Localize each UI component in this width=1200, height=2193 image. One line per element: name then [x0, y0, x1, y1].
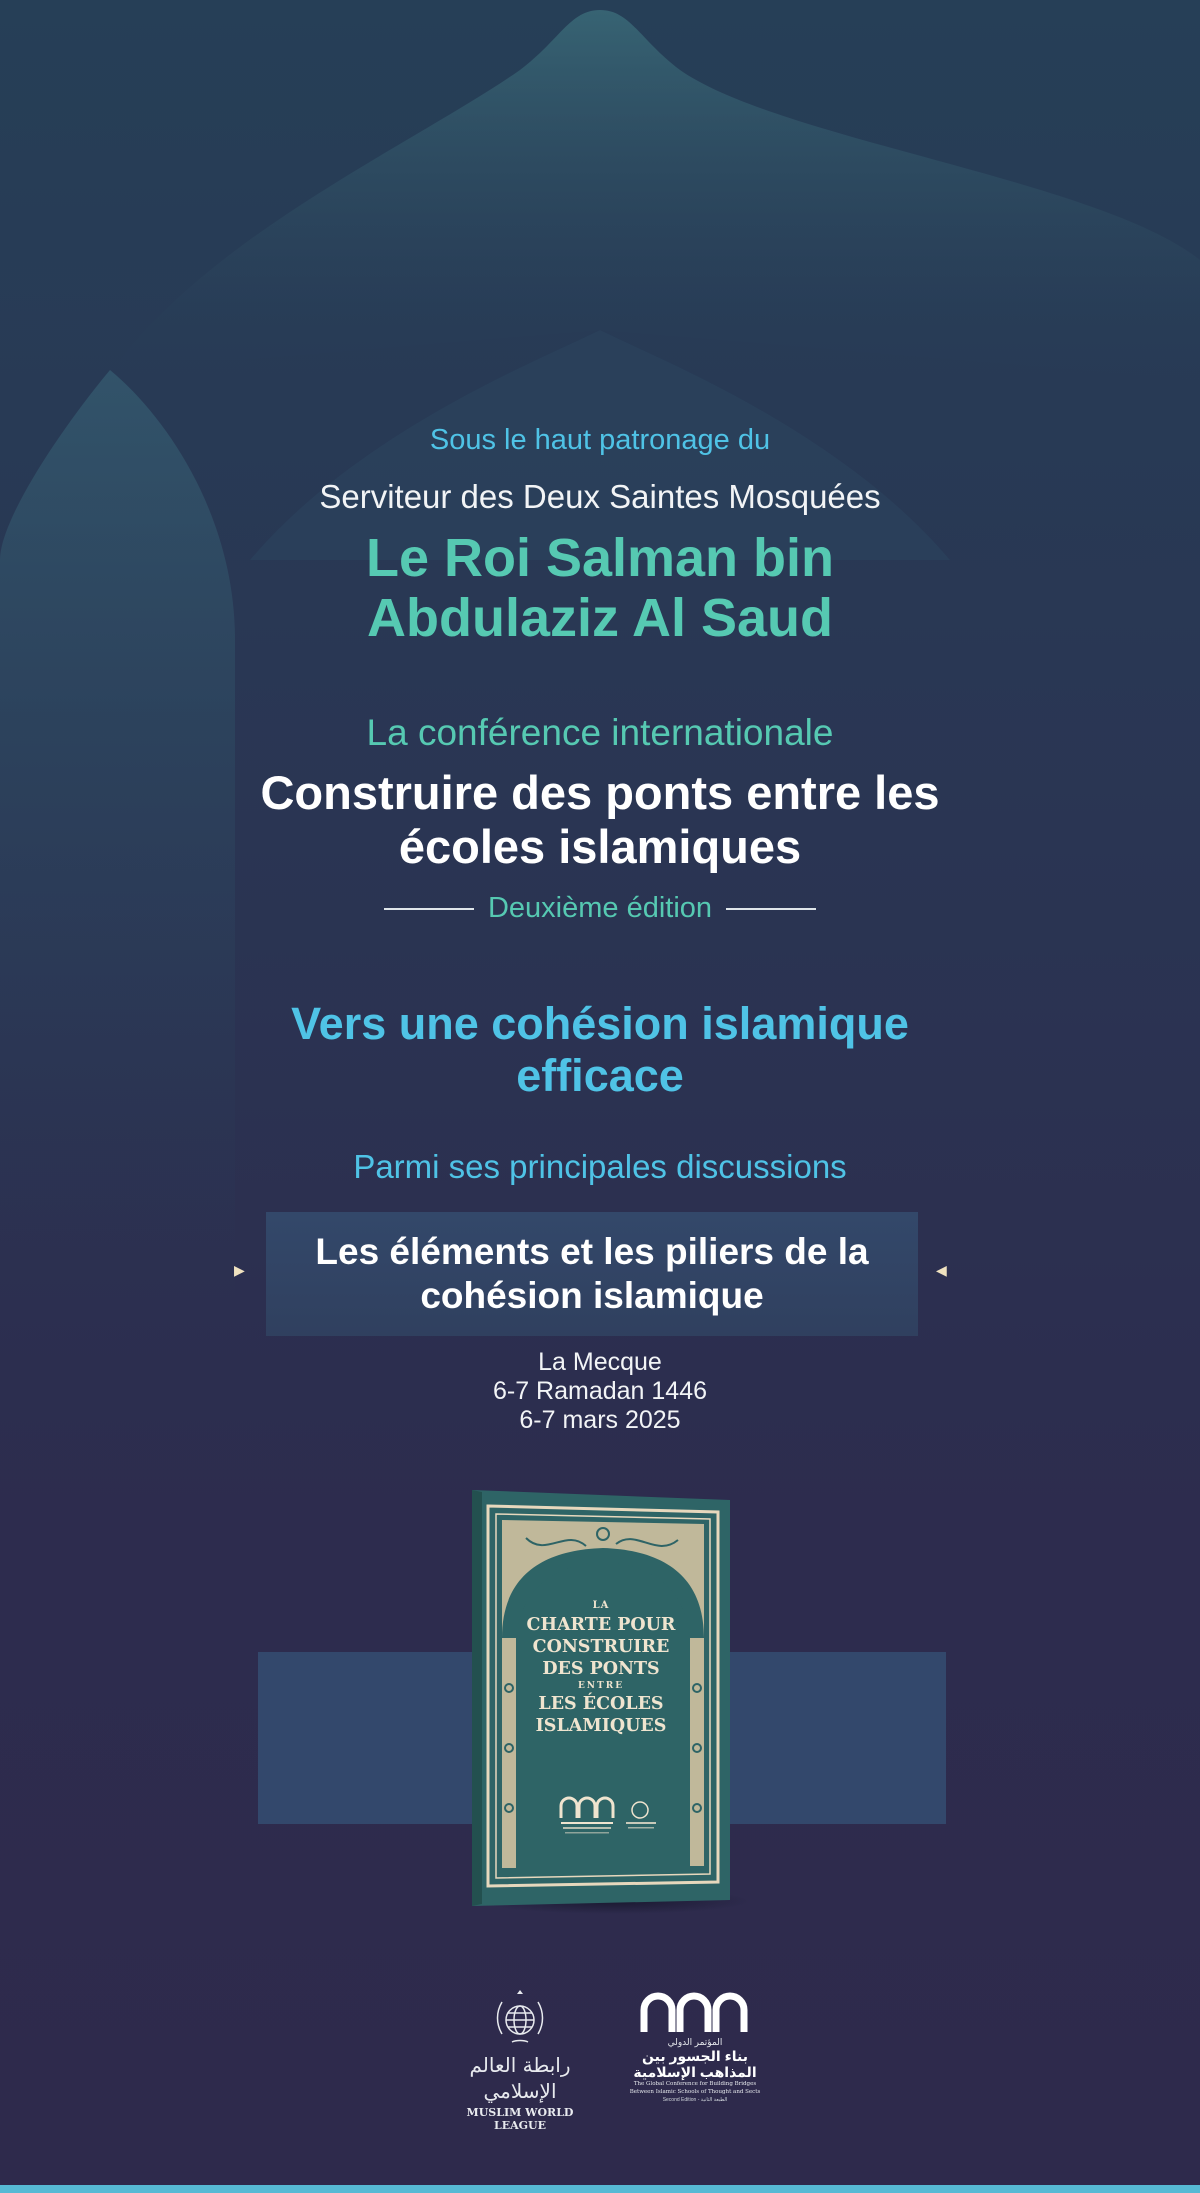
conference-logo [620, 1990, 770, 2110]
conference-arabic-line-2: المذاهب الإسلامية [633, 2064, 757, 2080]
conference-label: La conférence internationale [366, 712, 834, 753]
conference-english-line-2: Between Islamic Schools of Thought and Sects [629, 2089, 761, 2095]
conference-edition-label: Second Edition - الطبعة الثانية [662, 2097, 728, 2103]
discussion-topic-line-1: Les éléments et les piliers de la [315, 1231, 869, 1272]
conference-arabic-small: المؤتمر الدولي [667, 2037, 723, 2047]
edition-text: Deuxième édition [487, 892, 713, 924]
divider-left [384, 908, 474, 910]
arrow-right-icon: ▶ [234, 1262, 245, 1278]
event-gregorian-date: 6-7 mars 2025 [519, 1406, 681, 1434]
event-place: La Mecque [538, 1348, 662, 1376]
discussion-topic [315, 1230, 868, 1318]
edition-label [0, 892, 1200, 925]
book-title-line-4: LES ÉCOLES [538, 1694, 664, 1714]
conference-english-line-1: The Global Conference for Building Bridges [633, 2081, 757, 2087]
book-title-line-3: DES PONTS [542, 1659, 660, 1679]
event-details [0, 1348, 1200, 1435]
partner-logos [0, 1990, 1200, 2132]
discussions-label: Parmi ses principales discussions [353, 1148, 847, 1185]
arrow-left-icon: ◀ [936, 1262, 947, 1278]
book-title-line-5: ISLAMIQUES [535, 1716, 667, 1736]
charter-book [466, 1488, 736, 1908]
patronage-text: Sous le haut patronage du [429, 424, 771, 456]
mwl-arabic-name: رابطة العالم الإسلامي [469, 2053, 571, 2103]
conference-title-line-1: Construire des ponts entre les [260, 766, 940, 819]
event-hijri-date: 6-7 Ramadan 1446 [492, 1377, 708, 1405]
theme-line-1: Vers une cohésion islamique [291, 998, 909, 1049]
globe-emblem-icon [490, 1990, 550, 2050]
footer-accent-bar [0, 2185, 1200, 2193]
mwl-english-name: MUSLIM WORLD LEAGUE [466, 2106, 574, 2132]
mwl-logo [440, 1990, 600, 2132]
conference-title-line-2: écoles islamiques [398, 820, 802, 873]
discussion-topic-box [266, 1212, 918, 1336]
book-title-line-2: CONSTRUIRE [532, 1637, 670, 1657]
arches-icon [638, 1990, 752, 2034]
book-title-line-1: CHARTE POUR [526, 1615, 676, 1635]
servant-title: Serviteur des Deux Saintes Mosquées [319, 478, 881, 515]
discussion-topic-line-2: cohésion islamique [420, 1275, 764, 1316]
king-name-line-1: Le Roi Salman bin [365, 528, 835, 588]
book-title-small: LA [592, 1600, 610, 1611]
book-title [466, 1614, 736, 1737]
conference-title [0, 766, 1200, 874]
king-name [0, 528, 1200, 648]
book-title-entre: ENTRE [577, 1681, 625, 1691]
conference-arabic-line-1: بناء الجسور بين [642, 2048, 748, 2064]
theme-heading [0, 998, 1200, 1102]
king-name-line-2: Abdulaziz Al Saud [366, 588, 833, 648]
divider-right [726, 908, 816, 910]
theme-line-2: efficace [516, 1050, 684, 1101]
